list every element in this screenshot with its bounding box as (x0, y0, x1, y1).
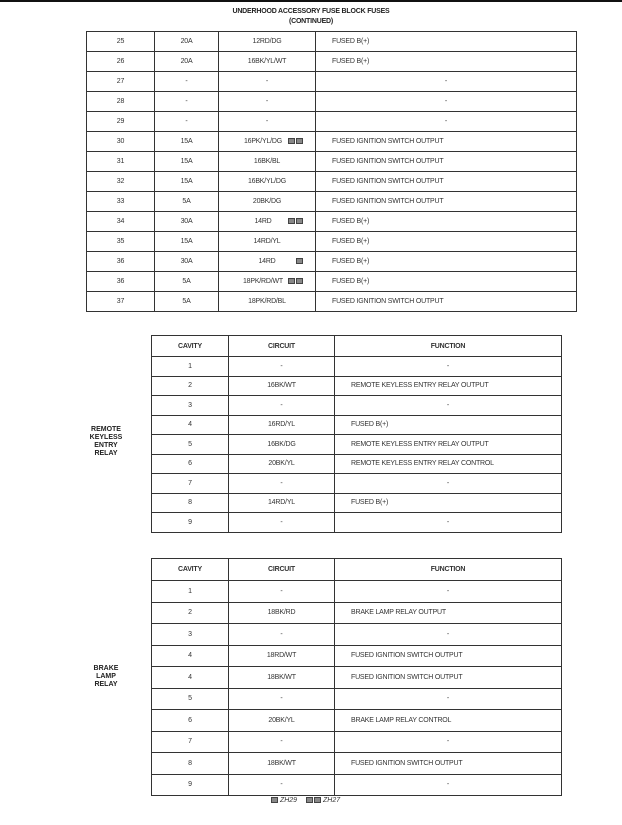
function-cell (316, 152, 577, 172)
zh27-marker-icon (314, 797, 321, 803)
function-cell (335, 474, 562, 494)
table-row (152, 493, 562, 513)
function-cell (335, 435, 562, 455)
cavity-cell-text: 31 (116, 158, 125, 165)
table-row (87, 152, 577, 172)
amperage-cell-text: 5A (182, 198, 191, 205)
function-cell-text: - (446, 587, 450, 595)
circuit-cell (229, 667, 335, 689)
cavity-cell (152, 731, 229, 753)
table-row (87, 92, 577, 112)
cavity-cell (152, 645, 229, 667)
function-cell (335, 774, 562, 796)
cavity-cell-text: 4 (188, 673, 192, 681)
label-line: RELAY (94, 450, 118, 457)
function-cell (335, 667, 562, 689)
function-cell-text: BRAKE LAMP RELAY CONTROL (351, 716, 452, 724)
amperage-cell-text: 30A (180, 218, 193, 225)
cavity-cell-text: 9 (188, 518, 192, 526)
table-row (152, 602, 562, 624)
legend-zh27: ZH27 (305, 797, 340, 804)
function-cell-text: FUSED IGNITION SWITCH OUTPUT (332, 158, 444, 165)
cavity-cell-text: 4 (188, 421, 192, 429)
circuit-cell (219, 212, 316, 232)
cavity-cell (87, 52, 155, 72)
function-cell-text: - (446, 781, 450, 789)
cavity-cell-text: 32 (116, 178, 125, 185)
cavity-cell (87, 172, 155, 192)
table-row (87, 172, 577, 192)
circuit-cell (229, 435, 335, 455)
circuit-cell-text: - (280, 630, 283, 638)
circuit-cell (229, 581, 335, 603)
function-cell (335, 376, 562, 396)
table-row (152, 753, 562, 775)
function-cell (335, 415, 562, 435)
function-cell (316, 232, 577, 252)
table-row (152, 357, 562, 377)
cavity-cell-text: 4 (188, 652, 192, 660)
amperage-cell-text: 5A (182, 278, 191, 285)
amperage-cell (155, 272, 219, 292)
circuit-cell (219, 172, 316, 192)
function-cell (316, 192, 577, 212)
cavity-cell (87, 272, 155, 292)
function-cell (316, 132, 577, 152)
cavity-cell (87, 152, 155, 172)
circuit-cell-text: - (265, 78, 269, 85)
circuit-cell-text: - (280, 738, 283, 746)
function-cell (335, 710, 562, 732)
amperage-cell-text: - (185, 118, 188, 125)
label-line: RELAY (94, 681, 118, 688)
function-cell (316, 212, 577, 232)
cavity-cell-text: 8 (188, 759, 192, 767)
cavity-cell-text: 9 (188, 781, 192, 789)
cavity-cell (152, 454, 229, 474)
function-cell-text: REMOTE KEYLESS ENTRY RELAY OUTPUT (351, 440, 489, 448)
table-row (87, 252, 577, 272)
function-cell (316, 272, 577, 292)
function-cell (335, 493, 562, 513)
function-cell (335, 357, 562, 377)
brake-relay-table (151, 558, 562, 796)
function-cell (316, 52, 577, 72)
circuit-cell-text: 16BK/YL/WT (247, 58, 287, 65)
function-cell (316, 292, 577, 312)
header-circuit: CIRCUIT (229, 559, 335, 581)
circuit-cell-text: 16BK/DG (267, 440, 296, 448)
circuit-cell (229, 415, 335, 435)
circuit-cell-text: 16BK/WT (267, 382, 296, 390)
table-row (152, 376, 562, 396)
function-cell (335, 645, 562, 667)
option-marker-icon (296, 278, 303, 284)
cavity-cell (152, 581, 229, 603)
circuit-cell-text: 20BK/YL (268, 460, 295, 468)
table-row (152, 396, 562, 416)
circuit-cell-text: 16BK/BL (253, 158, 281, 165)
function-cell (316, 172, 577, 192)
table-row (87, 192, 577, 212)
circuit-cell-text: 18PK/RD/BL (248, 298, 286, 305)
table-row (152, 581, 562, 603)
table-row (152, 513, 562, 533)
cavity-cell (87, 132, 155, 152)
function-cell-text: FUSED B(+) (351, 421, 389, 429)
table-row (152, 774, 562, 796)
function-cell (316, 72, 577, 92)
table-row (87, 32, 577, 52)
cavity-cell-text: 6 (188, 716, 192, 724)
circuit-cell-text: - (280, 362, 283, 370)
table-row (152, 415, 562, 435)
option-marker-icon (296, 138, 303, 144)
function-cell-text: FUSED IGNITION SWITCH OUTPUT (332, 298, 444, 305)
function-cell-text: FUSED B(+) (332, 278, 370, 285)
cavity-cell (152, 710, 229, 732)
cavity-cell-text: 33 (116, 198, 125, 205)
function-cell-text: REMOTE KEYLESS ENTRY RELAY OUTPUT (351, 382, 489, 390)
function-cell-text: - (446, 738, 450, 746)
circuit-cell-text: 18BK/RD (267, 609, 296, 617)
circuit-cell (229, 645, 335, 667)
cavity-cell (87, 92, 155, 112)
cavity-cell-text: 36 (116, 278, 125, 285)
amperage-cell (155, 72, 219, 92)
circuit-cell-text: 18RD/WT (266, 652, 297, 660)
option-marker-icon (288, 218, 295, 224)
table-header-row (152, 336, 562, 357)
option-marker-icon (296, 258, 303, 264)
circuit-cell (219, 152, 316, 172)
cavity-cell-text: 1 (188, 362, 192, 370)
amperage-cell (155, 212, 219, 232)
table-row (87, 212, 577, 232)
circuit-cell-text: 14RD/YL (253, 238, 281, 245)
function-cell-text: - (446, 362, 450, 370)
table-row (152, 474, 562, 494)
label-line: KEYLESS (89, 434, 123, 441)
cavity-cell-text: 8 (188, 499, 192, 507)
function-cell-text: - (446, 479, 450, 487)
function-cell-text: FUSED IGNITION SWITCH OUTPUT (351, 652, 463, 660)
cavity-cell (152, 357, 229, 377)
label-line: BRAKE (93, 665, 119, 672)
cavity-cell-text: 37 (116, 298, 125, 305)
amperage-cell-text: 20A (180, 58, 193, 65)
cavity-cell-text: 2 (188, 609, 192, 617)
rke-relay-label (82, 426, 130, 458)
circuit-cell (219, 92, 316, 112)
amperage-cell (155, 112, 219, 132)
circuit-cell-text: 14RD (254, 218, 272, 225)
cavity-cell-text: 3 (188, 401, 192, 409)
cavity-cell-text: 26 (116, 58, 125, 65)
amperage-cell-text: 15A (180, 238, 193, 245)
header-function: FUNCTION (335, 559, 562, 581)
rke-relay-table (151, 335, 562, 533)
cavity-cell (152, 435, 229, 455)
circuit-cell-text: - (280, 479, 283, 487)
amperage-cell-text: - (185, 98, 188, 105)
circuit-cell (229, 493, 335, 513)
cavity-cell (87, 32, 155, 52)
header-cavity: CAVITY (152, 559, 229, 581)
function-cell-text: FUSED B(+) (332, 258, 370, 265)
circuit-cell (229, 454, 335, 474)
function-cell (316, 112, 577, 132)
cavity-cell (152, 753, 229, 775)
circuit-cell-text: 20BK/DG (252, 198, 282, 205)
option-marker (287, 138, 303, 145)
zh29-marker-icon (271, 797, 278, 803)
circuit-cell (219, 292, 316, 312)
amperage-cell (155, 132, 219, 152)
circuit-cell (229, 710, 335, 732)
cavity-cell-text: 27 (116, 78, 125, 85)
table-row (87, 52, 577, 72)
circuit-cell (219, 32, 316, 52)
circuit-cell (219, 52, 316, 72)
function-cell-text: FUSED B(+) (332, 238, 370, 245)
table-row (152, 645, 562, 667)
amperage-cell-text: 15A (180, 158, 193, 165)
table-row (87, 232, 577, 252)
circuit-cell (229, 774, 335, 796)
circuit-cell (219, 252, 316, 272)
circuit-cell-text: - (280, 781, 283, 789)
cavity-cell-text: 2 (188, 382, 192, 390)
function-cell-text: FUSED B(+) (332, 38, 370, 45)
function-cell-text: - (446, 630, 450, 638)
cavity-cell (152, 493, 229, 513)
cavity-cell (152, 774, 229, 796)
option-marker-icon (288, 278, 295, 284)
table-row (152, 731, 562, 753)
amperage-cell-text: 5A (182, 298, 191, 305)
circuit-cell (219, 192, 316, 212)
label-line: ENTRY (94, 442, 118, 449)
function-cell (335, 581, 562, 603)
circuit-cell (219, 232, 316, 252)
table-row (87, 112, 577, 132)
cavity-cell-text: 25 (116, 38, 125, 45)
function-cell-text: REMOTE KEYLESS ENTRY RELAY CONTROL (351, 460, 494, 468)
amperage-cell-text: 15A (180, 178, 193, 185)
table-row (152, 710, 562, 732)
amperage-cell (155, 52, 219, 72)
table-header-row (152, 559, 562, 581)
circuit-cell-text: - (280, 518, 283, 526)
function-cell-text: FUSED IGNITION SWITCH OUTPUT (332, 178, 444, 185)
amperage-cell (155, 172, 219, 192)
function-cell-text: - (446, 401, 450, 409)
circuit-cell (229, 357, 335, 377)
function-cell (316, 92, 577, 112)
table-row (87, 272, 577, 292)
function-cell (316, 32, 577, 52)
amperage-cell (155, 252, 219, 272)
function-cell-text: FUSED IGNITION SWITCH OUTPUT (351, 759, 463, 767)
cavity-cell (87, 192, 155, 212)
amperage-cell (155, 292, 219, 312)
circuit-cell-text: 20BK/YL (268, 716, 295, 724)
amperage-cell (155, 152, 219, 172)
function-cell-text: FUSED B(+) (332, 218, 370, 225)
cavity-cell (87, 112, 155, 132)
function-cell (316, 252, 577, 272)
circuit-cell-text: 16RD/YL (267, 421, 295, 429)
amperage-cell-text: 20A (180, 38, 193, 45)
page-subtitle: (CONTINUED) (288, 18, 334, 25)
circuit-cell-text: 18PK/RD/WT (242, 278, 283, 285)
page-title: UNDERHOOD ACCESSORY FUSE BLOCK FUSES (232, 8, 390, 15)
circuit-cell-text: - (280, 401, 283, 409)
header-function: FUNCTION (335, 336, 562, 357)
cavity-cell (152, 376, 229, 396)
cavity-cell-text: 6 (188, 460, 192, 468)
cavity-cell-text: 36 (116, 258, 125, 265)
amperage-cell-text: - (185, 78, 188, 85)
circuit-cell-text: - (265, 118, 269, 125)
header-circuit: CIRCUIT (229, 336, 335, 357)
cavity-cell (152, 513, 229, 533)
function-cell (335, 753, 562, 775)
option-marker-icon (288, 138, 295, 144)
circuit-cell-text: - (280, 587, 283, 595)
circuit-cell (229, 376, 335, 396)
function-cell (335, 688, 562, 710)
option-marker (287, 218, 303, 225)
circuit-cell-text: 16PK/YL/DG (243, 138, 283, 145)
circuit-cell (229, 753, 335, 775)
function-cell-text: FUSED B(+) (351, 499, 389, 507)
fuse-table (86, 31, 577, 312)
circuit-cell (229, 602, 335, 624)
circuit-cell (219, 132, 316, 152)
circuit-cell-text: 14RD (258, 258, 276, 265)
legend (270, 797, 346, 804)
circuit-cell (219, 112, 316, 132)
circuit-cell-text: 16BK/YL/DG (247, 178, 287, 185)
cavity-cell-text: 1 (188, 587, 192, 595)
cavity-cell (87, 72, 155, 92)
cavity-cell-text: 5 (188, 695, 192, 703)
function-cell-text: FUSED B(+) (332, 58, 370, 65)
cavity-cell-text: 7 (188, 738, 192, 746)
header-cavity: CAVITY (152, 336, 229, 357)
amperage-cell (155, 92, 219, 112)
cavity-cell (152, 474, 229, 494)
cavity-cell-text: 29 (116, 118, 125, 125)
cavity-cell (152, 624, 229, 646)
cavity-cell (152, 688, 229, 710)
amperage-cell (155, 32, 219, 52)
table-row (87, 132, 577, 152)
cavity-cell-text: 30 (116, 138, 125, 145)
option-marker (295, 258, 303, 265)
option-marker-icon (296, 218, 303, 224)
cavity-cell-text: 28 (116, 98, 125, 105)
circuit-cell (229, 688, 335, 710)
amperage-cell-text: 30A (180, 258, 193, 265)
function-cell-text: - (444, 98, 448, 105)
circuit-cell-text: - (265, 98, 269, 105)
function-cell-text: FUSED IGNITION SWITCH OUTPUT (332, 198, 444, 205)
circuit-cell (229, 474, 335, 494)
circuit-cell (219, 272, 316, 292)
amperage-cell-text: 15A (180, 138, 193, 145)
top-rule (0, 0, 622, 2)
circuit-cell (229, 624, 335, 646)
function-cell-text: - (446, 518, 450, 526)
cavity-cell-text: 5 (188, 440, 192, 448)
cavity-cell (152, 415, 229, 435)
circuit-cell (219, 72, 316, 92)
function-cell-text: - (444, 78, 448, 85)
function-cell-text: - (446, 695, 450, 703)
cavity-cell-text: 35 (116, 238, 125, 245)
label-line: LAMP (96, 673, 116, 680)
option-marker (287, 278, 303, 285)
cavity-cell (152, 396, 229, 416)
function-cell-text: FUSED IGNITION SWITCH OUTPUT (351, 673, 463, 681)
table-row (152, 454, 562, 474)
table-row (152, 667, 562, 689)
circuit-cell-text: 18BK/WT (267, 673, 296, 681)
label-line: REMOTE (91, 426, 121, 433)
function-cell (335, 731, 562, 753)
cavity-cell (87, 292, 155, 312)
function-cell-text: - (444, 118, 448, 125)
table-row (87, 72, 577, 92)
brake-relay-label (82, 665, 130, 689)
amperage-cell (155, 192, 219, 212)
circuit-cell-text: 18BK/WT (267, 759, 296, 767)
cavity-cell-text: 7 (188, 479, 192, 487)
legend-zh29: ZH29 (270, 797, 297, 804)
circuit-cell (229, 396, 335, 416)
function-cell (335, 454, 562, 474)
circuit-cell (229, 731, 335, 753)
function-cell (335, 624, 562, 646)
cavity-cell (152, 667, 229, 689)
circuit-cell-text: - (280, 695, 283, 703)
cavity-cell (87, 212, 155, 232)
table-row (87, 292, 577, 312)
cavity-cell (152, 602, 229, 624)
circuit-cell-text: 12RD/DG (252, 38, 282, 45)
circuit-cell-text: 14RD/YL (267, 499, 295, 507)
function-cell (335, 602, 562, 624)
cavity-cell-text: 3 (188, 630, 192, 638)
circuit-cell (229, 513, 335, 533)
cavity-cell (87, 232, 155, 252)
table-row (152, 688, 562, 710)
cavity-cell-text: 34 (116, 218, 125, 225)
table-row (152, 435, 562, 455)
zh27-marker-icon (306, 797, 313, 803)
cavity-cell (87, 252, 155, 272)
function-cell-text: BRAKE LAMP RELAY OUTPUT (351, 609, 446, 617)
amperage-cell (155, 232, 219, 252)
function-cell (335, 513, 562, 533)
function-cell-text: FUSED IGNITION SWITCH OUTPUT (332, 138, 444, 145)
table-row (152, 624, 562, 646)
function-cell (335, 396, 562, 416)
